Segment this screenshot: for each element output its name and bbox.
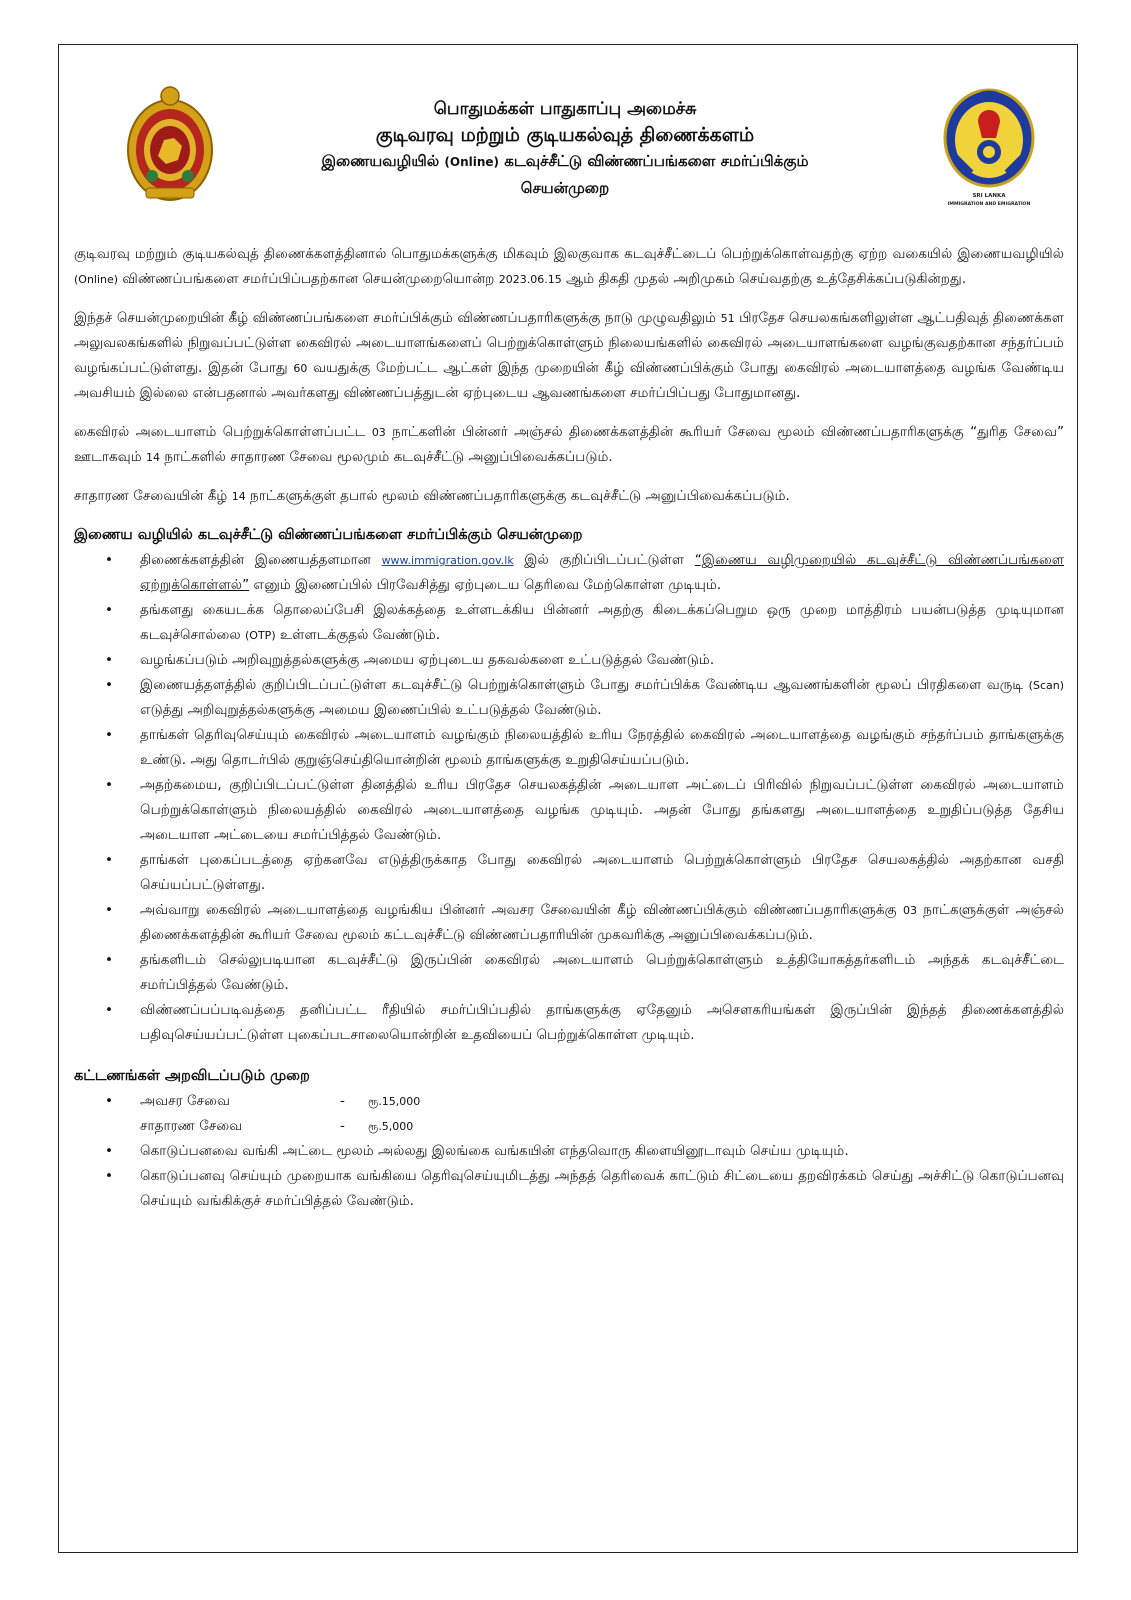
- fingerprint-paragraph: இந்தச் செயன்முறையின் கீழ் விண்ணப்பங்களை சமர்ப்பிக்கும் விண்ணப்பதாரிகளுக்கு நாடு முழுவதிலும் 51 பிரதேச செயலகங்களிலுள்ள ஆட்பதிவுத் திணைக்கள அலுவலகங்களில் நிறுவப்பட்டுள்ள கைவிரல் அடையாளங்களைப் பெற்றுக்கொள்ளும் நிலையங்களில் கைவிரல் அடையாளங்களை வழங்குவதற்கான சந்தர்ப்பம் வழங்கப்பட்டுள்ளது. இதன் போது 60 வயதுக்கு மேற்பட்ட ஆட்கள் இந்த முறையின் கீழ் விண்ணப்பிக்கும் போது கைவிரல் அடையாளத்தை வழங்க வேண்டிய அவசியம் இல்லை என்பதனால் அவர்களது விண்ணப்பத்துடன் ஏற்புடைய ஆவணங்களை சமர்ப்பிப்பது போதுமானது.: [74, 310, 1065, 401]
- list-item: • கொடுப்பனவு செய்யும் முறையாக வங்கியை தெரிவுசெய்யுமிடத்து அந்தத் தெரிவைக் காட்டும் சிட்டையை தறவிரக்கம் செய்து அச்சிட்டு கொடுப்பனவு செய்யும் வங்கிக்குச் சமர்ப்பித்தல் வேண்டும்.: [105, 1168, 1064, 1209]
- list-item: • திணைக்களத்தின் இணையத்தளமான www.immigration.gov.lk இல் குறிப்பிடப்பட்டுள்ள “இணைய வழிமுறையில் கடவுச்சீட்டு விண்ணப்பங்களை ஏற்றுக்கொள்ளல்” எனும் இணைப்பில் பிரவேசித்து ஏற்புடைய தெரிவை மேற்கொள்ள முடியும்.: [105, 552, 1064, 593]
- immigration-department-logo-icon: [938, 86, 1040, 210]
- document-body: [74, 242, 1064, 1214]
- list-item: • விண்ணப்பப்படிவத்தை தனிப்பட்ட ரீதியில் சமர்ப்பிப்பதில் தாங்களுக்கு ஏதேனும் அசௌகரியங்கள் இருப்பின் இந்தத் திணைக்களத்தில் பதிவுசெய்யப்பட்டுள்ள புகைப்படசாலையொன்றின் உதவியைப் பெற்றுக்கொள்ள முடியும்.: [105, 1002, 1064, 1043]
- document-title: இணையவழியில் (Online) கடவுச்சீட்டு விண்ணப்பங்களை சமர்ப்பிக்கும்: [321, 152, 809, 170]
- ministry-name: பொதுமக்கள் பாதுகாப்பு அமைச்சு: [433, 99, 697, 119]
- immigration-website-link[interactable]: www.immigration.gov.lk: [381, 554, 514, 567]
- list-item: • வழங்கப்படும் அறிவுறுத்தல்களுக்கு அமைய ஏற்புடைய தகவல்களை உட்படுத்தல் வேண்டும்.: [105, 652, 715, 668]
- list-item: • கொடுப்பனவை வங்கி அட்டை மூலம் அல்லது இலங்கை வங்கயின் எந்தவொரு கிளையினூடாவும் செய்ய முடியும்.: [105, 1143, 849, 1159]
- intro-paragraph: குடிவரவு மற்றும் குடியகல்வுத் திணைக்களத்தினால் பொதுமக்களுக்கு மிகவும் இலகுவாக கடவுச்சீட்டைப் பெற்றுக்கொள்வதற்கு ஏற்ற வகையில் இணையவழியில் (Online) விண்ணப்பங்களை சமர்ப்பிப்பதற்கான செயன்முறையொன்ற 2023.06.15 ஆம் திகதி முதல் அறிமுகம் செய்வதற்கு உத்தேசிக்கப்படுகின்றது.: [74, 246, 1064, 287]
- document-subtitle: செயன்முறை: [520, 179, 610, 197]
- list-item: • தாங்கள் தெரிவுசெய்யும் கைவிரல் அடையாளம் வழங்கும் நிலையத்தில் உரிய நேரத்தில் கைவிரல் அடையாளத்தை வழங்கும் சந்தர்ப்பம் தாங்களுக்கு உண்டு. அது தொடர்பில் குறுஞ்செய்தியொன்றின் மூலம் தாங்களுக்கு உறுதிசெய்யப்படும்.: [105, 727, 1064, 768]
- list-item: • தங்களது கையடக்க தொலைப்பேசி இலக்கத்தை உள்ளடக்கிய பின்னர் அதற்கு கிடைக்கப்பெறும ஒரு முறை மாத்திரம் பயன்படுத்த முடியுமான கடவுச்சொல்லை (OTP) உள்ளடக்குதல் வேண்டும்.: [105, 602, 1064, 643]
- list-item: • தாங்கள் புகைப்படத்தை ஏற்கனவே எடுத்திருக்காத போது கைவிரல் அடையாளம் பெற்றுக்கொள்ளும் பிரதேச செயலகத்தில் அதற்கான வசதி செய்யப்பட்டுள்ளது.: [105, 852, 1064, 893]
- online-passport-link[interactable]: “இணைய வழிமுறையில் கடவுச்சீட்டு விண்ணப்பங்களை ஏற்றுக்கொள்ளல்”: [140, 552, 1064, 593]
- list-item: • அதற்கமைய, குறிப்பிடப்பட்டுள்ள தினத்தில் உரிய பிரதேச செயலகத்தின் அடையாள அட்டைப் பிரிவில் நிறுவப்பட்டுள்ள கைவிரல் அடையாளம் பெற்றுக்கொள்ளும் நிலையத்தில் கைவிரல் அடையாளத்தை வழங்க முடியும். அதன் போது தங்களது அடையாளத்தை உறுதிப்படுத்த தேசிய அடையாள அட்டையை சமர்ப்பித்தல் வேண்டும்.: [105, 777, 1064, 843]
- procedure-list: [74, 548, 1064, 1048]
- normal-fee-row: சாதாரண சேவை - ரூ.5,000: [140, 1118, 414, 1134]
- procedure-heading: இணைய வழியில் கடவுச்சீட்டு விண்ணப்பங்களை சமர்ப்பிக்கும் செயன்முறை: [74, 527, 583, 543]
- list-item: • அவ்வாறு கைவிரல் அடையாளத்தை வழங்கிய பின்னர் அவசர சேவையின் கீழ் விண்ணப்பிக்கும் விண்ணப்பதாரிகளுக்கு 03 நாட்களுக்குள் அஞ்சல் திணைக்களத்தின் கூரியர் சேவை மூலம் கட்டவுச்சீட்டு விண்ணப்பதாரியின் முகவரிக்கு அனுப்பிவைக்கப்படும்.: [105, 902, 1065, 943]
- delivery-paragraph: கைவிரல் அடையாளம் பெற்றுக்கொள்ளப்பட்ட 03 நாட்களின் பின்னர் அஞ்சல் திணைக்களத்தின் கூரியர் சேவை மூலம் விண்ணப்பதாரிகளுக்கு “துரித சேவை” ஊடாகவும் 14 நாட்களில் சாதாரண சேவை மூலமும் கடவுச்சீட்டு அனுப்பிவைக்கப்படும்.: [74, 424, 1064, 465]
- normal-service-paragraph: சாதாரண சேவையின் கீழ் 14 நாட்களுக்குள் தபால் மூலம் விண்ணப்பதாரிகளுக்கு கடவுச்சீட்டு அனுப்பிவைக்கப்படும்.: [74, 488, 790, 504]
- urgent-fee-row: அவசர சேவை - ரூ.15,000: [140, 1093, 421, 1109]
- fees-list: [74, 1089, 1064, 1214]
- fees-heading: கட்டணங்கள் அறவிடப்படும் முறை: [74, 1068, 310, 1084]
- department-name: குடிவரவு மற்றும் குடியகல்வுத் திணைக்களம்: [375, 124, 755, 146]
- list-item: • அவசர சேவை - ரூ.15,000 சாதாரண சேவை - ரூ.5,000: [74, 1089, 1064, 1139]
- header-title-block: [250, 96, 880, 201]
- logo-caption-1: SRI LANKA: [972, 193, 1006, 199]
- list-item: • இணையத்தளத்தில் குறிப்பிடப்பட்டுள்ள கடவுச்சீட்டு பெற்றுக்கொள்ளும் போது சமர்ப்பிக்க வேண்டிய ஆவணங்களின் மூலப் பிரதிகளை வருடி (Scan) எடுத்து அறிவுறுத்தல்களுக்கு அமைய இணைப்பில் உட்படுத்தல் வேண்டும்.: [105, 677, 1064, 718]
- logo-caption-2: IMMIGRATION AND EMIGRATION: [947, 202, 1031, 207]
- sri-lanka-emblem-icon: [124, 84, 216, 206]
- letterhead: [0, 0, 1131, 230]
- list-item: • தங்களிடம் செல்லுபடியான கடவுச்சீட்டு இருப்பின் கைவிரல் அடையாளம் பெற்றுக்கொள்ளும் உத்தியோகத்தர்களிடம் அந்தக் கடவுச்சீட்டை சமர்ப்பித்தல் வேண்டும்.: [105, 952, 1064, 993]
